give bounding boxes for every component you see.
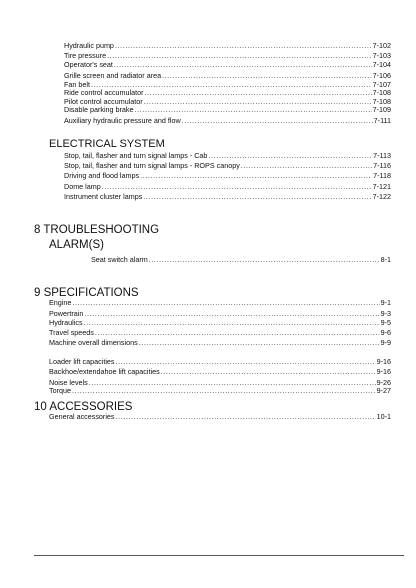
- toc-entry[interactable]: [64, 71, 391, 80]
- toc-entry[interactable]: [64, 51, 391, 60]
- entry-page: 9-6: [380, 328, 391, 337]
- toc-entry[interactable]: [64, 171, 391, 180]
- entry-title: Grille screen and radiator area: [64, 70, 162, 80]
- entry-page: 7-122: [372, 191, 391, 201]
- leader-dots: [84, 309, 379, 318]
- leader-dots: [241, 161, 372, 170]
- section-heading-electrical[interactable]: ELECTRICAL SYSTEM: [49, 138, 165, 150]
- entry-title: Dome lamp: [64, 181, 101, 191]
- leader-dots: [149, 255, 380, 264]
- leader-dots: [162, 71, 372, 80]
- entry-page: 9-16: [376, 367, 391, 376]
- toc-entry[interactable]: [49, 309, 391, 318]
- entry-title: Powertrain: [49, 309, 84, 318]
- toc-entry[interactable]: [49, 298, 391, 307]
- toc-entry[interactable]: [49, 412, 391, 421]
- entry-title: Fan belt: [64, 79, 90, 89]
- entry-title: Auxiliary hydraulic pressure and flow: [64, 115, 181, 125]
- leader-dots: [116, 357, 376, 366]
- toc-entry[interactable]: [49, 328, 391, 337]
- entry-page: 7-106: [372, 70, 391, 80]
- leader-dots: [135, 105, 372, 114]
- toc-entry[interactable]: [64, 116, 391, 125]
- leader-dots: [139, 338, 380, 347]
- leader-dots: [208, 151, 372, 160]
- toc-entry[interactable]: [64, 151, 391, 160]
- toc-entry[interactable]: [64, 105, 391, 114]
- section-heading-alarms[interactable]: ALARM(S): [49, 239, 104, 251]
- entry-title: Backhoe/extendahoe lift capacities: [49, 367, 160, 376]
- entry-title: Hydraulics: [49, 318, 83, 327]
- toc-entry[interactable]: [64, 161, 391, 170]
- entry-page: 7-118: [373, 171, 391, 180]
- entry-page: 9-9: [380, 338, 391, 347]
- entry-title: Hydraulic pump: [64, 41, 114, 50]
- chapter-heading-troubleshooting[interactable]: 8 TROUBLESHOOTING: [34, 224, 160, 236]
- entry-title: General accessories: [49, 411, 115, 421]
- entry-page: 7-109: [372, 104, 391, 114]
- entry-page: 7-102: [372, 41, 391, 50]
- leader-dots: [182, 116, 373, 125]
- toc-entry[interactable]: [91, 255, 391, 264]
- entry-title: Tire pressure: [64, 50, 107, 60]
- leader-dots: [114, 60, 372, 69]
- entry-page: 7-113: [373, 150, 391, 160]
- entry-page: 7-111: [373, 115, 391, 125]
- entry-page: 9-27: [376, 386, 391, 395]
- entry-title: Ride control accumulator: [64, 88, 144, 97]
- footer-divider: [34, 555, 404, 556]
- toc-entry[interactable]: [64, 192, 391, 201]
- entry-page: 7-104: [372, 60, 391, 69]
- leader-dots: [143, 192, 371, 201]
- toc-entry[interactable]: [49, 367, 391, 376]
- entry-title: Pilot control accumulator: [64, 96, 143, 106]
- entry-title: Seat switch alarm: [91, 254, 148, 264]
- chapter-heading-accessories[interactable]: 10 ACCESSORIES: [34, 401, 133, 413]
- toc-entry[interactable]: [49, 338, 391, 347]
- leader-dots: [95, 328, 380, 337]
- entry-page: 8-1: [380, 254, 391, 264]
- leader-dots: [115, 41, 372, 50]
- entry-title: Operator's seat: [64, 60, 113, 69]
- toc-entry[interactable]: [64, 182, 391, 191]
- entry-title: Noise levels: [49, 377, 88, 387]
- entry-page: 9-16: [376, 357, 391, 366]
- entry-page: 7-107: [372, 79, 391, 89]
- entry-title: Engine: [49, 298, 72, 307]
- leader-dots: [72, 298, 379, 307]
- entry-title: Stop, tail, flasher and turn signal lamps - Cab: [64, 150, 208, 160]
- leader-dots: [140, 171, 372, 180]
- toc-entry[interactable]: [49, 357, 391, 366]
- entry-page: 7-108: [372, 96, 391, 106]
- entry-title: Torque: [49, 386, 71, 395]
- entry-page: 7-103: [372, 50, 391, 60]
- leader-dots: [102, 182, 372, 191]
- entry-page: 9-3: [380, 309, 391, 318]
- toc-entry[interactable]: [64, 60, 391, 69]
- entry-title: Instrument cluster lamps: [64, 191, 143, 201]
- entry-title: Travel speeds: [49, 328, 94, 337]
- leader-dots: [84, 318, 380, 327]
- entry-page: 7-108: [372, 88, 391, 97]
- leader-dots: [107, 51, 372, 60]
- toc-entry[interactable]: [49, 386, 391, 395]
- entry-page: 9-5: [380, 318, 391, 327]
- leader-dots: [161, 367, 376, 376]
- entry-title: Disable parking brake: [64, 104, 134, 114]
- entry-title: Machine overall dimensions: [49, 338, 138, 347]
- entry-title: Driving and flood lamps: [64, 171, 140, 180]
- toc-entry[interactable]: [49, 318, 391, 327]
- chapter-heading-specifications[interactable]: 9 SPECIFICATIONS: [34, 287, 139, 299]
- entry-page: 9-1: [380, 298, 391, 307]
- entry-page: 7-121: [372, 181, 391, 191]
- entry-page: 10-1: [376, 411, 391, 421]
- entry-page: 7-116: [373, 160, 391, 170]
- entry-title: Stop, tail, flasher and turn signal lamps - ROPS canopy: [64, 160, 240, 170]
- leader-dots: [72, 386, 376, 395]
- leader-dots: [116, 412, 376, 421]
- entry-page: 9-26: [376, 377, 391, 387]
- toc-entry[interactable]: [64, 41, 391, 50]
- entry-title: Loader lift capacities: [49, 357, 115, 366]
